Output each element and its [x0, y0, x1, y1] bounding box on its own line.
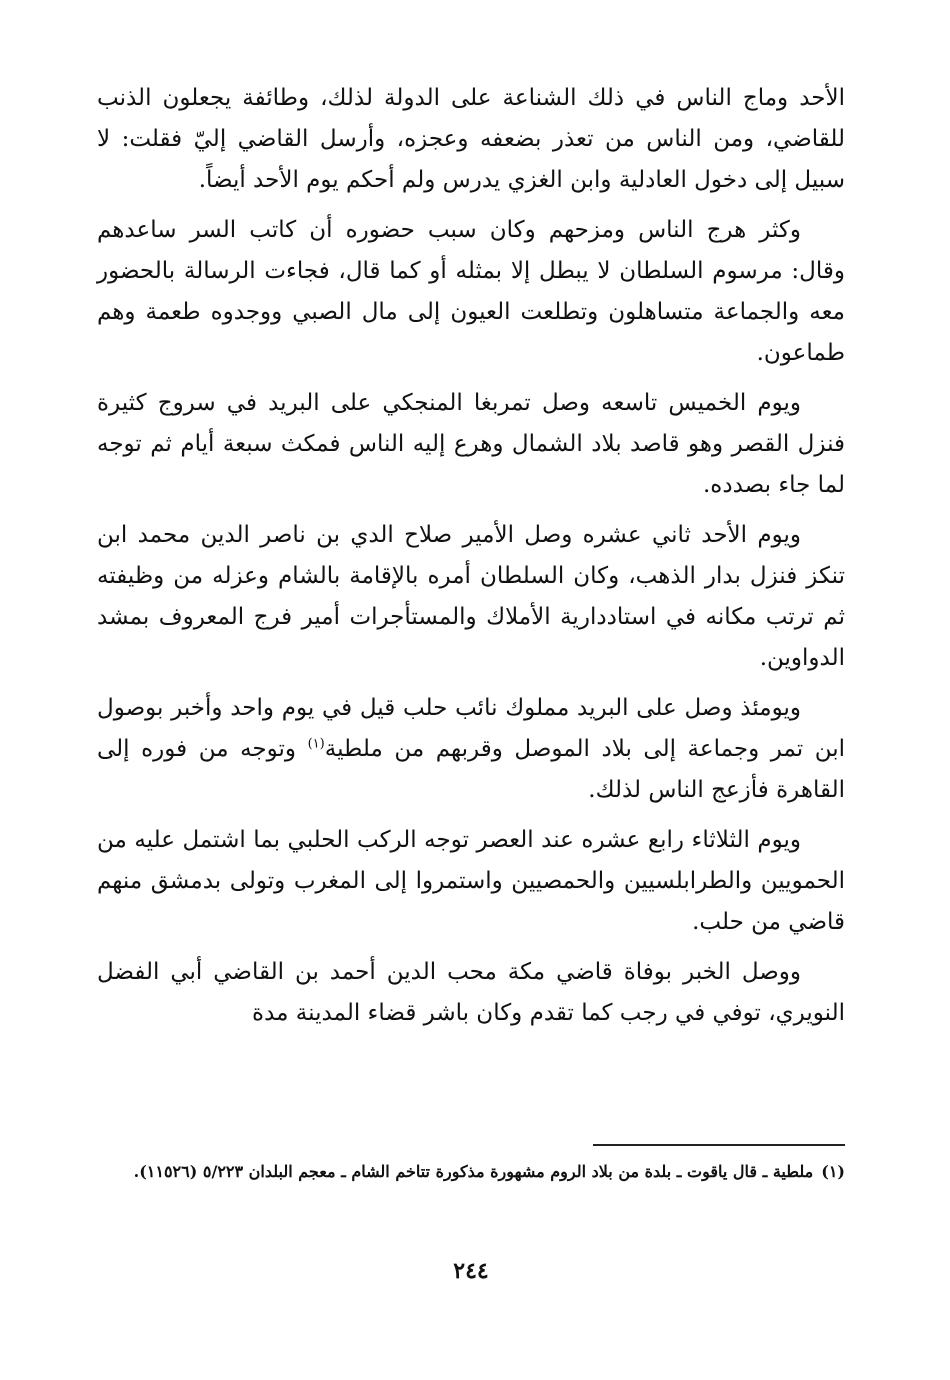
paragraph-5-text-continued: وتوجه من فوره إلى القاهرة فأزعج الناس لذلك. — [97, 736, 845, 803]
footnote — [97, 1156, 845, 1188]
body-text — [97, 78, 845, 1034]
footnote-divider — [593, 1144, 845, 1146]
paragraph-5-text: ويومئذ وصل على البريد مملوك نائب حلب قيل في يوم واحد وأخبر بوصول ابن تمر وجماعة إلى بلاد الموصل وقربهم من ملطية — [97, 695, 845, 762]
footnote-number: (١) — [821, 1162, 845, 1181]
book-page — [97, 78, 845, 1368]
paragraph-5 — [97, 688, 845, 811]
paragraph-2: وكثر هرج الناس ومزحهم وكان سبب حضوره أن كاتب السر ساعدهم وقال: مرسوم السلطان لا يبطل إلا بمثله أو كما قال، فجاءت الرسالة بالحضور معه والجماعة متساهلون وتطلعت العيون إلى مال الصبي ووجدوه طعمة وهم طماعون. — [97, 217, 845, 366]
paragraph-4: ويوم الأحد ثاني عشره وصل الأمير صلاح الدي بن ناصر الدين محمد ابن تنكز فنزل بدار الذهب، وكان السلطان أمره بالإقامة بالشام وعزله من وظيفته ثم ترتب مكانه في استاددارية الأملاك والمستأجرات أمير فرج المعروف بمشد الدواوين. — [97, 522, 845, 671]
footnote-text: ملطية ـ قال ياقوت ـ بلدة من بلاد الروم مشهورة مذكورة تتاخم الشام ـ معجم البلدان ٥/٢٢٣ (١١٥٢٦). — [133, 1162, 814, 1181]
paragraph-7: ووصل الخبر بوفاة قاضي مكة محب الدين أحمد بن القاضي أبي الفضل النويري، توفي في رجب كما تقدم وكان باشر قضاء المدينة مدة — [97, 959, 845, 1026]
footnote-reference[interactable]: (١) — [307, 736, 325, 752]
paragraph-3: ويوم الخميس تاسعه وصل تمربغا المنجكي على البريد في سروج كثيرة فنزل القصر وهو قاصد بلاد الشمال وهرع إليه الناس فمكث سبعة أيام ثم توجه لما جاء بصدده. — [97, 390, 845, 498]
paragraph-6: ويوم الثلاثاء رابع عشره عند العصر توجه الركب الحلبي بما اشتمل عليه من الحمويين والطرابلسيين والحمصيين واستمروا إلى المغرب وتولى بدمشق منهم قاضي من حلب. — [97, 827, 845, 935]
paragraph-1: الأحد وماج الناس في ذلك الشناعة على الدولة لذلك، وطائفة يجعلون الذنب للقاضي، ومن الناس من تعذر بضعفه وعجزه، وأرسل القاضي إليّ فقلت: لا سبيل إلى دخول العادلية وابن الغزي يدرس ولم أحكم يوم الأحد أيضاً. — [97, 85, 845, 193]
page-number: ٢٤٤ — [453, 1258, 489, 1284]
